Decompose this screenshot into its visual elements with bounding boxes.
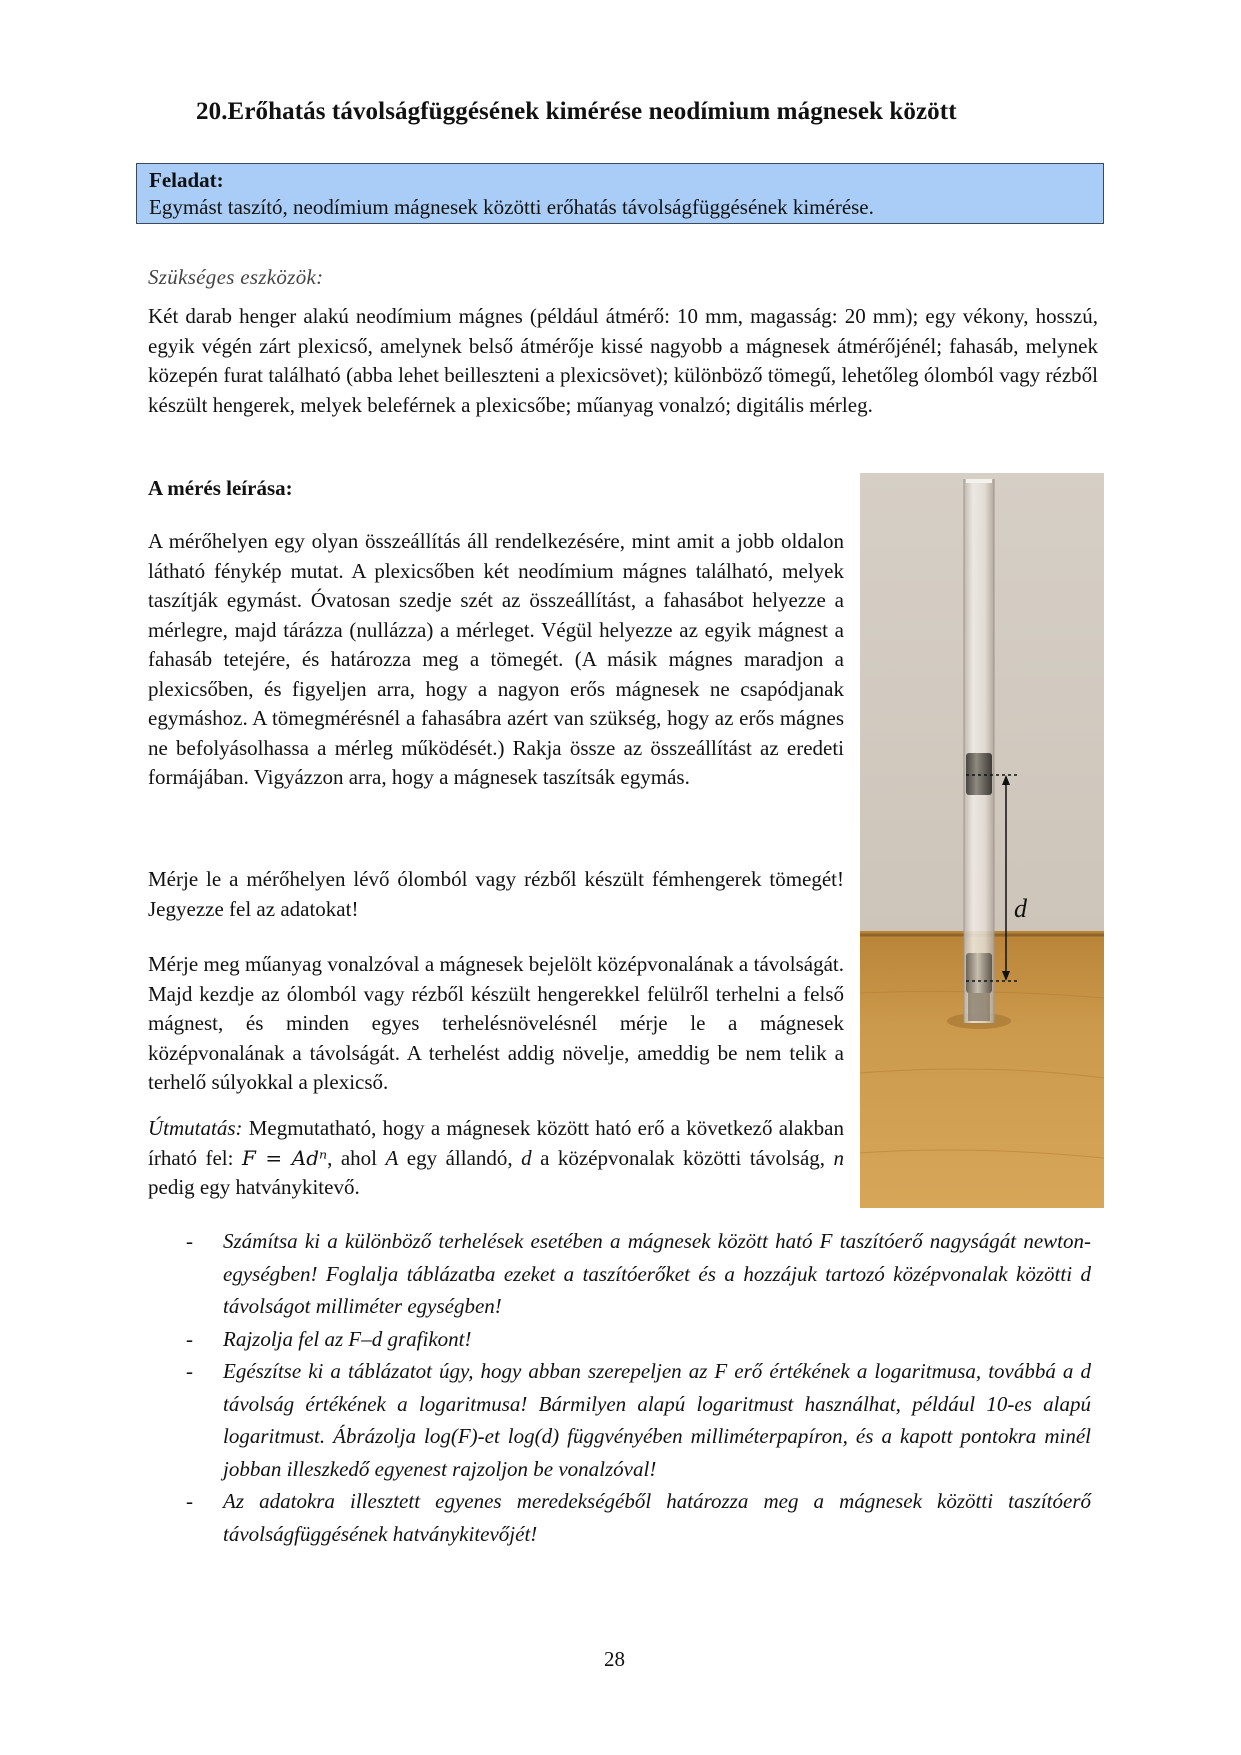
task-item-text: Az adatokra illesztett egyenes meredekségéből határozza meg a mágnesek közötti taszítóerő távolságfüggésének hatványkitevőjét! (223, 1489, 1091, 1546)
apparatus-photo (860, 473, 1104, 1208)
task-item-text: Számítsa ki a különböző terhelések esetében a mágnesek között ható F taszítóerő nagyságát newton-egységben! Foglalja táblázatba ezeket a taszítóerőket és a hozzájuk tartozó középvonalak közötti d távolságot milliméter egységben! (223, 1229, 1091, 1318)
hint-text-c: egy állandó, (398, 1145, 522, 1170)
description-paragraph-2: Mérje le a mérőhelyen lévő ólomból vagy rézből készült fémhengerek tömegét! Jegyezze fel az adatokat! (148, 867, 844, 921)
hint-label: Útmutatás: (148, 1116, 243, 1140)
plexi-tube (964, 479, 994, 1023)
hint-text-e: pedig egy hatványkitevő. (148, 1175, 360, 1199)
upper-magnet (966, 753, 992, 795)
list-dash: - (186, 1489, 193, 1513)
task-item-text: Rajzolja fel az F–d grafikont! (223, 1326, 472, 1351)
task-item-1 (186, 1225, 1091, 1323)
description-paragraph-3: Mérje meg műanyag vonalzóval a mágnesek bejelölt középvonalának a távolságát. Majd kezdje az ólomból vagy rézből készült hengerekkel felülről terhelni a felső mágnest, és minden egyes terhelésnövelésnél mérje le a mágnesek középvonalának a távolságát. A terhelést addig növelje, ameddig be nem telik a terhelő súlyokkal a plexicső. (148, 952, 844, 1094)
description-paragraph-1: A mérőhelyen egy olyan összeállítás áll rendelkezésére, mint amit a jobb oldalon látható fénykép mutat. A plexicsőben két neodímium mágnes található, melyek taszítják egymást. Óvatosan szedje szét az összeállítást, a fahasábot helyezze a mérlegre, majd tárázza (nullázza) a mérleget. Végül helyezze az egyik mágnest a fahasáb tetejére, és határozza meg a tömegét. (A másik mágnes maradjon a plexicsőben, és figyeljen arra, hogy a nagyon erős mágnesek ne csapódjanak egymáshoz. A tömegmérésnél a fahasábra azért van szükség, hogy az erős mágnes ne befolyásolhassa a mérleg működését.) Rakja össze az összeállítást az eredeti formájában. Vigyázzon arra, hogy a mágnesek taszítsák egymás. (148, 529, 844, 789)
hint-text-a: Megmutatható, hogy a mágnesek között ható erő a következő alakban írható fel: (148, 1116, 844, 1170)
task-text: Egymást taszító, neodímium mágnesek közötti erőhatás távolságfüggésének kimérése. (149, 195, 874, 219)
task-label: Feladat: (149, 168, 224, 192)
lower-magnet (966, 953, 992, 993)
task-item-2 (186, 1323, 1091, 1356)
list-dash: - (186, 1229, 193, 1253)
hint-text-d: a középvonalak közötti távolság, (531, 1145, 834, 1170)
symbol-a: A (385, 1145, 399, 1170)
hint-text-b: , ahol (327, 1145, 386, 1170)
task-box (136, 163, 1104, 224)
tools-text: Két darab henger alakú neodímium mágnes (például átmérő: 10 mm, magasság: 20 mm); egy vékony, hosszú, egyik végén zárt plexicső, amelynek belső átmérője kissé nagyobb a mágnesek átmérőjénél; fahasáb, melynek közepén furat található (abba lehet beilleszteni a plexicsövet); különböző tömegű, lehetőleg ólomból vagy rézből készült hengerek, melyek beleférnek a plexicsőbe; műanyag vonalzó; digitális mérleg. (148, 304, 1098, 417)
task-item-4 (186, 1485, 1091, 1550)
task-list (186, 1225, 1091, 1550)
task-item-3 (186, 1355, 1091, 1485)
distance-label: d (1014, 894, 1027, 923)
page-number: 28 (604, 1647, 625, 1671)
list-dash: - (186, 1326, 193, 1351)
list-dash: - (186, 1359, 193, 1383)
tools-heading: Szükséges eszközök: (148, 265, 324, 289)
symbol-n: n (833, 1145, 845, 1170)
hint-paragraph (148, 1114, 844, 1203)
description-heading: A mérés leírása: (148, 476, 293, 500)
apparatus-illustration (860, 473, 1104, 1208)
formula: F = Adⁿ (241, 1145, 328, 1170)
page-title: 20.Erőhatás távolságfüggésének kimérése neodímium mágnesek között (196, 98, 957, 125)
symbol-d: d (521, 1145, 532, 1170)
task-item-text: Egészítse ki a táblázatot úgy, hogy abban szerepeljen az F erő értékének a logaritmusa, továbbá a d távolság értékének a logaritmusa! Bármilyen alapú logaritmust használhat, például 10-es alapú logaritmust. Ábrázolja log(F)-et log(d) függvényében milliméterpapíron, és a kapott pontokra minél jobban illeszkedő egyenest rajzoljon be vonalzóval! (223, 1359, 1091, 1481)
